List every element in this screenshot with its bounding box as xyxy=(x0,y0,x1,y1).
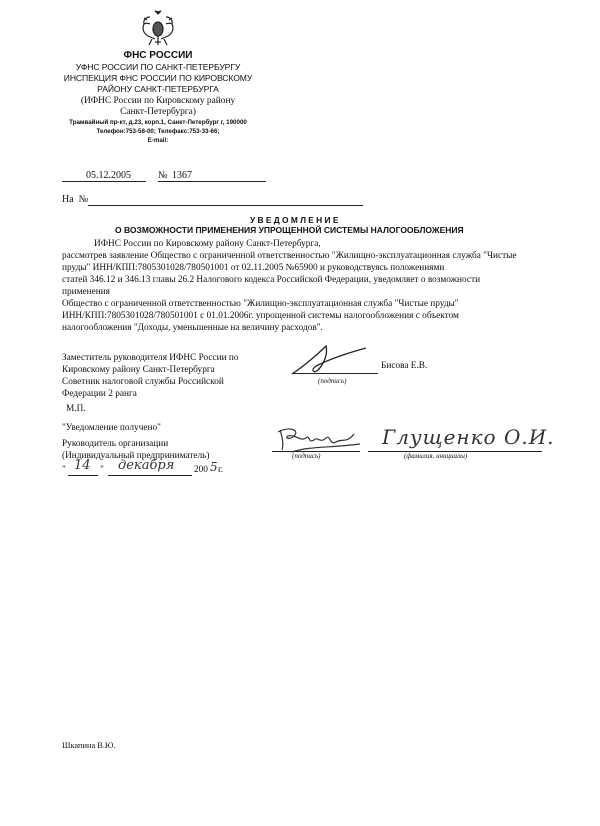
notice-subtitle: О ВОЗМОЖНОСТИ ПРИМЕНЕНИЯ УПРОЩЕННОЙ СИСТЕМЫ НАЛОГООБЛОЖЕНИЯ xyxy=(115,225,464,235)
number-underline xyxy=(158,181,266,182)
header-line: УФНС РОССИИ ПО САНКТ-ПЕТЕРБУРГУ xyxy=(75,62,241,72)
received-year-suffix: г. xyxy=(218,465,224,475)
signature-underline xyxy=(292,373,378,374)
day-underline xyxy=(68,475,98,476)
received-title: "Уведомление получено" xyxy=(62,423,161,433)
doc-date: 05.12.2005 xyxy=(86,170,131,181)
signatory-line: Федерации 2 ранга xyxy=(62,389,137,399)
body-line: применения xyxy=(62,287,110,297)
received-year-digit: 5 xyxy=(210,460,218,474)
header-line: (ИФНС России по Кировскому району xyxy=(80,96,236,106)
signatory-name: Бисова Е.В. xyxy=(381,361,428,371)
executor-name: Шкапина В.Ю. xyxy=(62,741,116,750)
received-year: 200 xyxy=(194,465,208,475)
body-line: статей 346.12 и 346.13 главы 26.2 Налогового кодекса Российской Федерации, уведомляет о возможности xyxy=(62,275,481,285)
header-org: ФНС РОССИИ xyxy=(123,50,193,61)
received-day: 14 xyxy=(74,458,91,473)
body-line: рассмотрев заявление Общество с ограниченной ответственностью "Жилищно-эксплуатационная служба "Чистые xyxy=(62,251,517,261)
doc-number-label: № xyxy=(158,170,168,181)
signatory-line: Кировскому району Санкт-Петербурга xyxy=(62,365,215,375)
body-line: ИНН/КПП:7805301028/780501001 с 01.01.2006г. упрощенной системы налогообложения с объектом xyxy=(62,311,459,321)
received-month: декабря xyxy=(118,458,175,473)
header-line: РАЙОНУ САНКТ-ПЕТЕРБУРГА xyxy=(97,84,219,94)
header-address: Трамвайный пр-кт, д.23, корп.1, Санкт-Петербург г, 190000 xyxy=(69,119,247,126)
signatory-line: Заместитель руководителя ИФНС России по xyxy=(62,353,239,363)
stamp-label: М.П. xyxy=(66,404,86,414)
received-line: Руководитель организации xyxy=(62,439,169,449)
signature-label: (подпись) xyxy=(318,377,347,385)
received-date-close: " xyxy=(100,465,104,475)
recipient-name-label: (фамилия, инициалы) xyxy=(404,452,468,460)
signatory-line: Советник налоговой службы Российской xyxy=(62,377,224,387)
doc-number: 1367 xyxy=(172,170,192,181)
header-line: Санкт-Петербурга) xyxy=(120,107,196,117)
body-line: ИФНС России по Кировскому району Санкт-Петербурга, xyxy=(94,239,321,249)
recipient-name: Глущенко О.И. xyxy=(382,425,555,449)
body-line: налогообложения "Доходы, уменьшенные на величину расходов". xyxy=(62,323,323,333)
double-headed-eagle-emblem-icon xyxy=(138,8,178,48)
body-line: пруды" ИНН/КПП:7805301028/780501001 от 02.11.2005 №65900 и руководствуясь положениями xyxy=(62,263,445,273)
notice-title: УВЕДОМЛЕНИЕ xyxy=(250,215,341,225)
date-underline xyxy=(62,181,146,182)
to-label: На № xyxy=(62,194,89,205)
received-line: (Индивидуальный предприниматель) xyxy=(62,451,210,461)
recipient-signature-label: (подпись) xyxy=(292,452,321,460)
header-line: ИНСПЕКЦИЯ ФНС РОССИИ ПО КИРОВСКОМУ xyxy=(63,73,253,83)
official-signature xyxy=(284,340,370,380)
received-date-open: " xyxy=(62,465,66,475)
month-underline xyxy=(108,475,192,476)
header-email: E-mail: xyxy=(147,137,169,144)
header-phone: Телефон:753-58-00; Телефакс:753-33-66; xyxy=(96,128,220,135)
body-line: Общество с ограниченной ответственностью "Жилищно-эксплуатационная служба "Чистые пруды" xyxy=(62,299,459,309)
to-underline xyxy=(88,205,363,206)
